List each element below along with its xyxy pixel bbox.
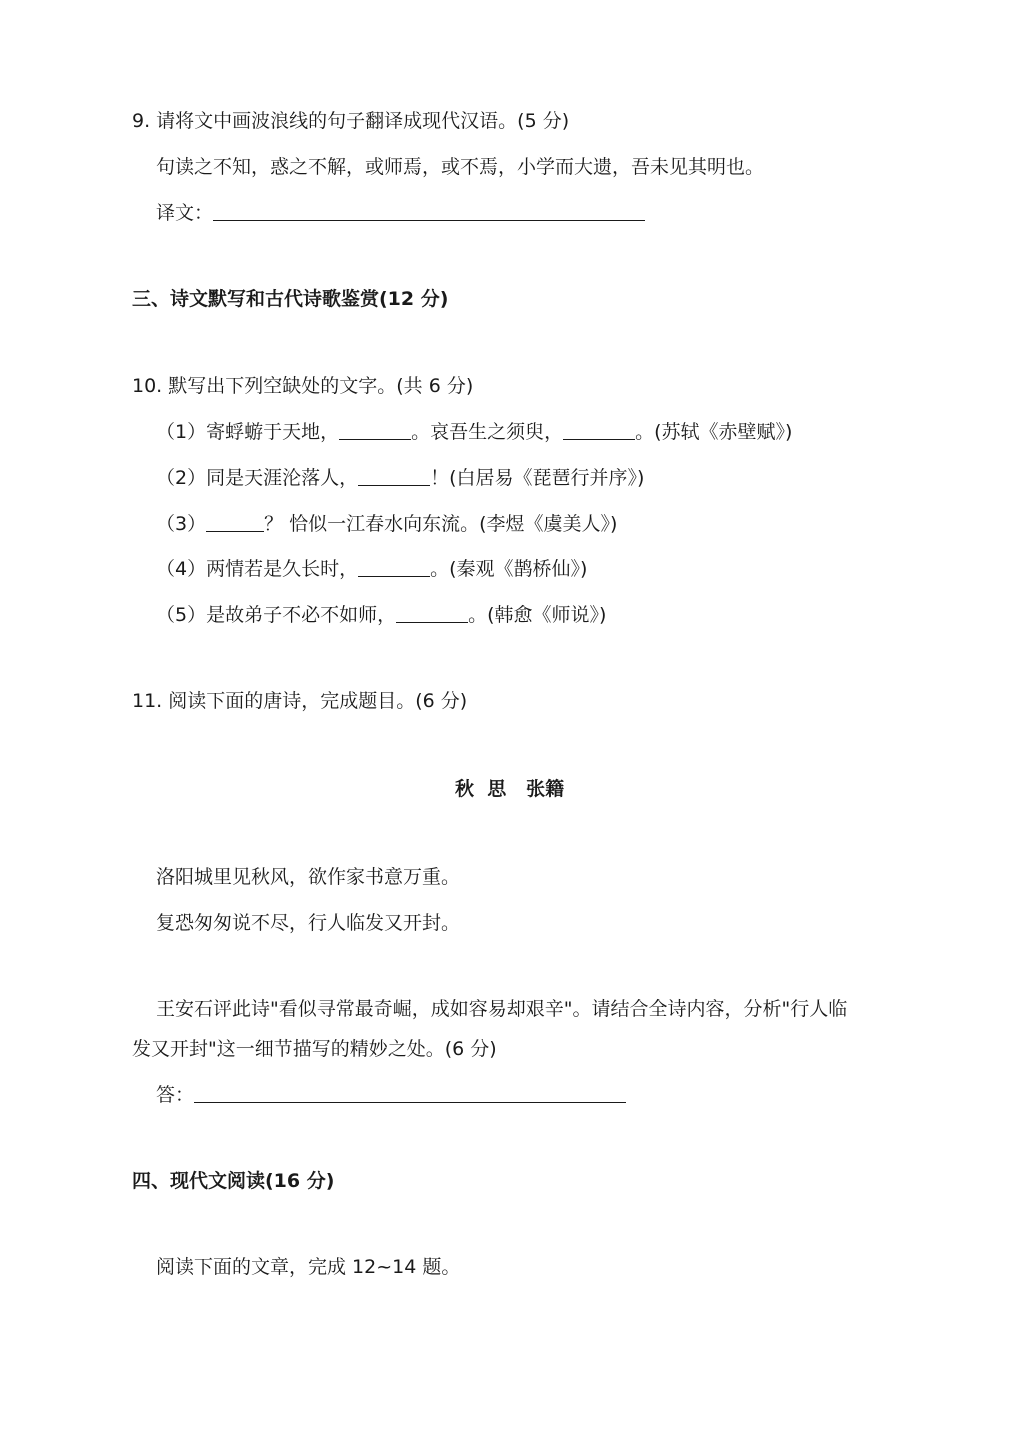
q10-item-5-text-a: （5）是故弟子不必不如师， xyxy=(156,604,397,626)
q10-item-3-blank[interactable] xyxy=(206,530,264,532)
q10-item-4-text-a: （4）两情若是久长时， xyxy=(156,558,359,580)
q11-answer-blank[interactable] xyxy=(194,1101,626,1103)
q10-item-5 xyxy=(156,606,606,625)
q9-answer-blank[interactable] xyxy=(213,219,645,221)
q9-answer-row xyxy=(156,204,645,223)
q10-item-2 xyxy=(156,469,644,488)
q10-item-3-text-b: ？ 恰似一江春水向东流。(李煜《虞美人》) xyxy=(264,513,618,535)
q10-item-1 xyxy=(156,423,792,442)
q11-answer-label: 答： xyxy=(156,1084,195,1106)
q10-item-2-text-a: （2）同是天涯沦落人， xyxy=(156,467,359,489)
q10-item-1-text-a: （1）寄蜉蝣于天地， xyxy=(156,421,340,443)
q10-item-4-text-b: 。(秦观《鹊桥仙》) xyxy=(430,558,588,580)
section4-instruction: 阅读下面的文章，完成 12~14 题。 xyxy=(156,1256,461,1278)
section3-heading: 三、诗文默写和古代诗歌鉴赏(12 分) xyxy=(132,288,449,310)
q9-answer-label: 译文： xyxy=(156,202,214,224)
q11-answer-row xyxy=(156,1086,626,1105)
q9-sentence: 句读之不知，惑之不解，或师焉，或不焉，小学而大遗，吾未见其明也。 xyxy=(156,156,765,178)
q9-title: 9. 请将文中画波浪线的句子翻译成现代汉语。(5 分) xyxy=(132,110,570,132)
q10-item-1-blank-2[interactable] xyxy=(563,438,635,440)
q10-item-5-text-b: 。(韩愈《师说》) xyxy=(468,604,607,626)
q11-question-line-2: 发又开封"这一细节描写的精妙之处。(6 分) xyxy=(132,1038,497,1060)
q10-item-3 xyxy=(156,515,617,534)
q10-item-3-text-a: （3） xyxy=(156,513,207,535)
q10-item-4 xyxy=(156,560,587,579)
q10-item-4-blank[interactable] xyxy=(358,575,430,577)
q11-poem-line-2: 复恐匆匆说不尽，行人临发又开封。 xyxy=(156,912,461,934)
q10-item-1-text-b: 。哀吾生之须臾， xyxy=(411,421,564,443)
q11-poem-line-1: 洛阳城里见秋风，欲作家书意万重。 xyxy=(156,866,461,888)
section4-heading: 四、现代文阅读(16 分) xyxy=(132,1170,335,1192)
q10-title: 10. 默写出下列空缺处的文字。(共 6 分) xyxy=(132,375,474,397)
q10-item-1-text-c: 。(苏轼《赤壁赋》) xyxy=(635,421,793,443)
q11-question-line-1: 王安石评此诗"看似寻常最奇崛，成如容易却艰辛"。请结合全诗内容，分析"行人临 xyxy=(156,998,848,1020)
q10-item-5-blank[interactable] xyxy=(396,621,468,623)
q10-item-2-text-b: ！(白居易《琵琶行并序》) xyxy=(430,467,645,489)
q10-item-1-blank-1[interactable] xyxy=(339,438,411,440)
q11-title: 11. 阅读下面的唐诗，完成题目。(6 分) xyxy=(132,690,468,712)
q11-poem-title: 秋 思 张籍 xyxy=(455,778,565,800)
q10-item-2-blank[interactable] xyxy=(358,484,430,486)
